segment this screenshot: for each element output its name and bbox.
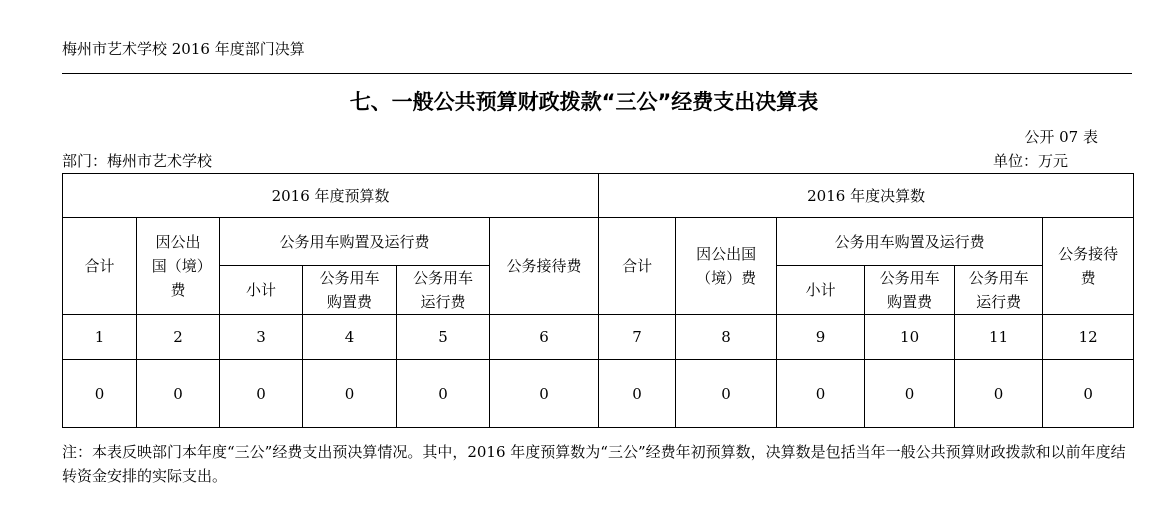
- column-number: 12: [1043, 315, 1134, 360]
- actual-total-value: 0: [599, 360, 676, 428]
- column-number: 11: [955, 315, 1043, 360]
- actual-reception-value: 0: [1043, 360, 1134, 428]
- actual-vehicle-operation-value: 0: [955, 360, 1043, 428]
- actual-abroad-value: 0: [676, 360, 777, 428]
- column-number: 8: [676, 315, 777, 360]
- column-number: 6: [490, 315, 599, 360]
- column-header-row: [63, 218, 1134, 266]
- three-public-expenses-table: [62, 173, 1134, 428]
- column-number: 10: [865, 315, 955, 360]
- budget-vehicle-operation-value: 0: [397, 360, 490, 428]
- footnote: 注：本表反映部门本年度“三公”经费支出预决算情况。其中，2016 年度预算数为“三公”经费年初预算数，决算数是包括当年一般公共预算财政拨款和以前年度结转资金安排的实际支出。: [62, 443, 1126, 485]
- table-code: 公开 07 表: [1024, 128, 1098, 146]
- column-number: 1: [63, 315, 137, 360]
- document-header: 梅州市艺术学校 2016 年度部门决算: [62, 40, 305, 58]
- budget-group-header: 2016 年度预算数: [63, 174, 599, 218]
- actual-abroad-header: 因公出国（境）费: [676, 218, 777, 315]
- budget-vehicle-purchase-value: 0: [303, 360, 397, 428]
- column-number: 5: [397, 315, 490, 360]
- page-title: 七、一般公共预算财政拨款“三公”经费支出决算表: [349, 90, 819, 114]
- budget-abroad-header: 因公出国（境）费: [137, 218, 220, 315]
- budget-subtotal-header: 小计: [220, 266, 303, 315]
- group-header-row: [63, 174, 1134, 218]
- budget-vehicle-purchase-header: 公务用车购置费: [303, 266, 397, 315]
- budget-abroad-value: 0: [137, 360, 220, 428]
- budget-total-value: 0: [63, 360, 137, 428]
- actual-vehicle-purchase-header: 公务用车购置费: [865, 266, 955, 315]
- actual-group-header: 2016 年度决算数: [599, 174, 1134, 218]
- column-number: 9: [777, 315, 865, 360]
- column-number: 7: [599, 315, 676, 360]
- actual-total-header: 合计: [599, 218, 676, 315]
- column-number: 4: [303, 315, 397, 360]
- column-number: 3: [220, 315, 303, 360]
- column-number-row: [63, 315, 1134, 360]
- department-label: 部门：梅州市艺术学校: [62, 152, 213, 170]
- unit-label: 单位：万元: [992, 152, 1068, 170]
- actual-vehicle-subtotal-value: 0: [777, 360, 865, 428]
- actual-subtotal-header: 小计: [777, 266, 865, 315]
- actual-vehicle-purchase-value: 0: [865, 360, 955, 428]
- budget-vehicle-header: 公务用车购置及运行费: [220, 218, 490, 266]
- actual-vehicle-operation-header: 公务用车运行费: [955, 266, 1043, 315]
- budget-vehicle-subtotal-value: 0: [220, 360, 303, 428]
- actual-reception-header: 公务接待费: [1043, 218, 1134, 315]
- budget-vehicle-operation-header: 公务用车运行费: [397, 266, 490, 315]
- actual-vehicle-header: 公务用车购置及运行费: [777, 218, 1043, 266]
- budget-reception-value: 0: [490, 360, 599, 428]
- budget-total-header: 合计: [63, 218, 137, 315]
- column-number: 2: [137, 315, 220, 360]
- value-row: [63, 360, 1134, 428]
- header-rule: [62, 73, 1132, 74]
- budget-reception-header: 公务接待费: [490, 218, 599, 315]
